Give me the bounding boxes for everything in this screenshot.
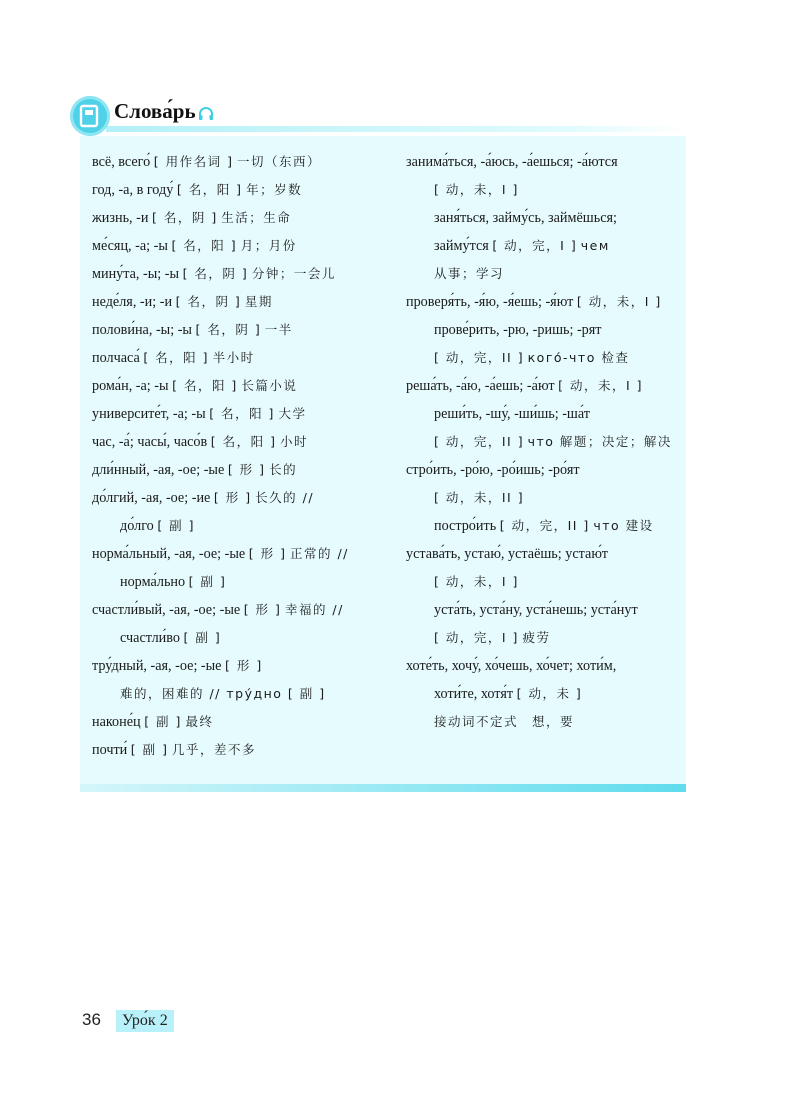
vocab-entry (406, 148, 681, 176)
vocab-entry (406, 680, 681, 708)
vocab-word: до́лго (120, 518, 154, 534)
vocab-word: дли́нный, -ая, -ое; -ые (92, 462, 225, 478)
vocab-entry (92, 512, 392, 540)
vocab-entry (92, 372, 392, 400)
vocab-translation: 幸福的 // (284, 602, 344, 617)
section-title: Слова́рь (114, 99, 196, 123)
vocab-entry (92, 316, 392, 344)
vocab-entry (92, 288, 392, 316)
vocab-word: час, -а́; часы́, часо́в (92, 434, 208, 450)
vocab-word: полови́на, -ы; -ы (92, 322, 192, 338)
vocab-grammar: [ 动，完，I ] (434, 630, 519, 645)
panel-bottom-bar (80, 784, 686, 792)
vocab-grammar: [ 名，阳 ] (209, 406, 275, 421)
vocab-grammar: [ 动，未，I ] (576, 294, 662, 309)
vocab-translation: 接动词不定式 想，要 (434, 714, 575, 729)
vocab-word: счастли́вый, -ая, -ое; -ые (92, 602, 241, 618)
vocab-entry (406, 708, 681, 736)
vocab-translation: 正常的 // (290, 546, 349, 561)
vocab-entry (406, 316, 681, 344)
vocab-word: стро́ить, -ро́ю, -ро́ишь; -ро́ят (406, 462, 580, 478)
vocab-entry (406, 176, 681, 204)
vocab-grammar: [ 副 ] (183, 630, 222, 645)
vocab-word: жизнь, -и (92, 210, 149, 226)
vocab-grammar: [ 动，未，I ] (434, 574, 519, 589)
vocab-word: хоте́ть, хочу́, хо́чешь, хо́чет; хоти́м, (406, 658, 617, 674)
vocab-word: проверя́ть, -я́ю, -я́ешь; -я́ют (406, 294, 574, 310)
vocab-entry (406, 260, 681, 288)
vocab-grammar: [ 名，阳 ] (176, 182, 243, 197)
vocab-word: счастли́во (120, 630, 180, 646)
vocab-grammar: [ 动，完，I ] (492, 238, 578, 253)
vocab-grammar: [ 动，未，I ] (434, 182, 519, 197)
vocab-word: университе́т, -а; -ы (92, 406, 206, 422)
vocab-entry (406, 596, 681, 624)
vocab-word: тру́дный, -ая, -ое; -ые (92, 658, 222, 674)
vocab-entry (92, 344, 392, 372)
vocab-translation: 大学 (278, 406, 307, 421)
vocab-grammar: [ 动，未，II ] (434, 490, 525, 505)
vocab-grammar: [ 形 ] (248, 546, 287, 561)
vocab-word: всё, всего́ (92, 154, 151, 170)
vocab-word: почти́ (92, 742, 128, 758)
vocab-word: рома́н, -а; -ы (92, 378, 169, 394)
vocab-entry (92, 624, 392, 652)
book-icon (70, 96, 110, 136)
vocab-word: до́лгий, -ая, -ое; -ие (92, 490, 211, 506)
vocab-entry (92, 456, 392, 484)
vocab-grammar: [ 形 ] (227, 462, 266, 477)
vocab-translation: 一半 (264, 322, 293, 337)
vocab-grammar: [ 名，阴 ] (182, 266, 249, 281)
vocab-entry (92, 540, 392, 568)
vocab-entry (406, 428, 681, 456)
vocab-grammar: [ 动，完，II ] (434, 350, 525, 365)
vocab-entry (92, 484, 392, 512)
vocab-entry (406, 568, 681, 596)
vocab-translation: 分钟；一会儿 (251, 266, 336, 281)
vocab-word: реша́ть, -а́ю, -а́ешь; -а́ют (406, 378, 555, 394)
vocab-entry (92, 148, 392, 176)
vocab-translation: 最终 (185, 714, 214, 729)
vocab-grammar: [ 形 ] (243, 602, 282, 617)
vocab-word: год, -а, в году́ (92, 182, 174, 198)
vocab-entry (406, 372, 681, 400)
vocab-grammar: [ 动，未 ] (516, 686, 583, 701)
vocab-grammar: [ 名，阳 ] (171, 238, 238, 253)
vocab-word: неде́ля, -и; -и (92, 294, 173, 310)
vocab-translation: 长久的 // (255, 490, 315, 505)
vocab-translation: 星期 (244, 294, 273, 309)
vocab-entry (92, 736, 392, 764)
vocab-entry (406, 652, 681, 680)
vocab-word: норма́льный, -ая, -ое; -ые (92, 546, 246, 562)
vocab-entry (92, 232, 392, 260)
vocab-word: реши́ть, -шу́, -ши́шь; -ша́т (434, 406, 590, 422)
vocab-grammar: [ 副 ] (130, 742, 169, 757)
vocab-entry (92, 652, 392, 680)
vocab-word: постро́ить (434, 518, 497, 534)
vocab-translation: что 解题；决定；解决 (527, 434, 672, 449)
vocab-grammar: [ 动，完，II ] (499, 518, 590, 533)
vocab-entry (92, 596, 392, 624)
vocab-translation: кого́-что 检查 (527, 350, 630, 365)
vocab-grammar: [ 名，阳 ] (172, 378, 238, 393)
vocab-grammar: [ 名，阴 ] (175, 294, 242, 309)
vocab-word: заня́ться, займу́сь, займёшься; (434, 210, 617, 226)
vocab-word: прове́рить, -рю, -ришь; -рят (434, 322, 602, 338)
vocabulary-right-column (406, 148, 681, 736)
vocab-word: наконе́ц (92, 714, 141, 730)
vocab-entry (406, 484, 681, 512)
vocab-entry (92, 176, 392, 204)
vocab-word: займу́тся (434, 238, 489, 254)
vocab-entry (406, 540, 681, 568)
vocab-entry (92, 680, 392, 708)
vocab-word: норма́льно (120, 574, 186, 590)
vocab-entry (92, 568, 392, 596)
vocab-grammar: [ 形 ] (213, 490, 252, 505)
vocab-translation: 生活；生命 (221, 210, 292, 225)
vocab-entry (406, 624, 681, 652)
vocab-entry (92, 400, 392, 428)
vocab-translation: 半小时 (212, 350, 255, 365)
vocab-translation: 长篇小说 (241, 378, 298, 393)
vocab-grammar: [ 副 ] (188, 574, 227, 589)
page-number: 36 (82, 1010, 101, 1029)
vocab-entry (406, 232, 681, 260)
vocab-grammar: [ 形 ] (225, 658, 263, 673)
vocab-grammar: [ 用作名词 ] (153, 154, 234, 169)
vocab-entry (406, 400, 681, 428)
vocab-translation: 疲劳 (522, 630, 551, 645)
vocab-translation: 长的 (269, 462, 298, 477)
vocab-translation: 月；月份 (240, 238, 297, 253)
vocab-word: устава́ть, устаю́, устаёшь; устаю́т (406, 546, 608, 562)
vocab-grammar: [ 名，阴 ] (152, 210, 218, 225)
vocab-grammar: [ 名，阳 ] (143, 350, 210, 365)
vocab-entry (92, 260, 392, 288)
vocab-entry (406, 204, 681, 232)
vocab-translation: что 建设 (593, 518, 654, 533)
vocab-word: полчаса́ (92, 350, 140, 366)
vocab-grammar: [ 动，完，II ] (434, 434, 525, 449)
lesson-badge: Уро́к 2 (116, 1010, 174, 1032)
vocab-word: хоти́те, хотя́т (434, 686, 514, 702)
vocab-translation: 几乎，差不多 (172, 742, 257, 757)
vocab-entry (92, 204, 392, 232)
vocab-grammar: [ 名，阴 ] (195, 322, 262, 337)
vocab-grammar: [ 副 ] (144, 714, 182, 729)
vocab-entry (406, 288, 681, 316)
section-header (70, 96, 690, 136)
vocabulary-left-column (92, 148, 392, 764)
vocab-translation: чем (580, 238, 610, 253)
vocab-translation: 小时 (280, 434, 309, 449)
vocab-translation: 难的，困难的 // тру́дно [ 副 ] (120, 686, 326, 701)
vocab-grammar: [ 副 ] (157, 518, 196, 533)
vocab-word: уста́ть, уста́ну, уста́нешь; уста́нут (434, 602, 638, 618)
vocab-word: занима́ться, -а́юсь, -а́ешься; -а́ются (406, 154, 618, 170)
vocab-grammar: [ 名，阳 ] (210, 434, 277, 449)
vocab-entry (92, 708, 392, 736)
vocab-translation: 年；岁数 (246, 182, 303, 197)
header-underline-bar (106, 126, 686, 132)
vocab-entry (406, 512, 681, 540)
vocab-entry (92, 428, 392, 456)
vocab-word: мину́та, -ы; -ы (92, 266, 180, 282)
vocab-grammar: [ 动，未，I ] (558, 378, 643, 393)
headphones-icon[interactable] (198, 106, 214, 127)
vocab-entry (406, 456, 681, 484)
vocab-entry (406, 344, 681, 372)
vocab-translation: 从事；学习 (434, 266, 505, 281)
vocab-word: ме́сяц, -а; -ы (92, 238, 168, 254)
vocab-translation: 一切（东西） (237, 154, 322, 169)
